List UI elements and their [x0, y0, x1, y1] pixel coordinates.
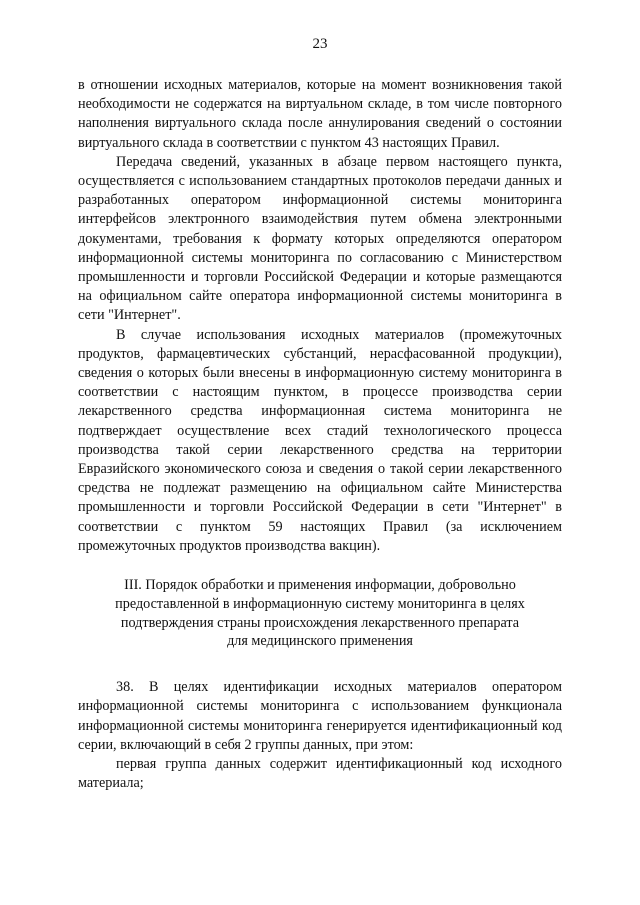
paragraph-continuation: в отношении исходных материалов, которые на момент возникновения такой необходимости не содержатся на виртуальном складе, в том числе повторного наполнения виртуального склада после аннулирования сведений о состоянии виртуального склада в соответствии с пунктом 43 настоящих Правил.: [78, 77, 562, 151]
section-heading-line: предоставленной в информационную систему мониторинга в целях: [115, 595, 525, 612]
paragraph-first-group: первая группа данных содержит идентификационный код исходного материала;: [78, 756, 562, 792]
section-heading-line: III. Порядок обработки и применения информации, добровольно: [124, 577, 516, 594]
document-body: [78, 76, 562, 793]
section-heading-line: для медицинского применения: [227, 633, 413, 650]
section-heading-line: подтверждения страны происхождения лекарственного препарата: [120, 614, 520, 631]
paragraph-data-transfer: Передача сведений, указанных в абзаце первом настоящего пункта, осуществляется с использованием стандартных протоколов передачи данных и разработанных оператором информационной системы мониторинга интерфейсов электронного взаимодействия путем обмена электронными документами, требования к формату которых определяются оператором информационной системы мониторинга по согласованию с Министерством промышленности и торговли Российской Федерации и которые размещаются на официальном сайте оператора информационной системы мониторинга в сети "Интернет".: [78, 153, 562, 324]
section-heading: [78, 576, 562, 651]
paragraph-source-materials: В случае использования исходных материалов (промежуточных продуктов, фармацевтических субстанций, нерасфасованной продукции), сведения о которых были внесены в информационную систему мониторинга в соответствии с настоящим пунктом, в процессе производства серии лекарственного средства информационная система мониторинга не подтверждает осуществление всех стадий технологического процесса производства такой серии лекарственного средства на территории Евразийского экономического союза и сведения о такой серии лекарственного средства не подлежат размещению на официальном сайте Министерства промышленности и торговли Российской Федерации в сети "Интернет" в соответствии с пунктом 59 настоящих Правил (за исключением промежуточных продуктов производства вакцин).: [78, 326, 562, 554]
paragraph-item-38: 38. В целях идентификации исходных материалов оператором информационной системы мониторинга с использованием функционала информационной системы мониторинга генерируется идентификационный код серии, включающий в себя 2 группы данных, при этом:: [78, 679, 562, 753]
page-number: 23: [312, 36, 328, 52]
